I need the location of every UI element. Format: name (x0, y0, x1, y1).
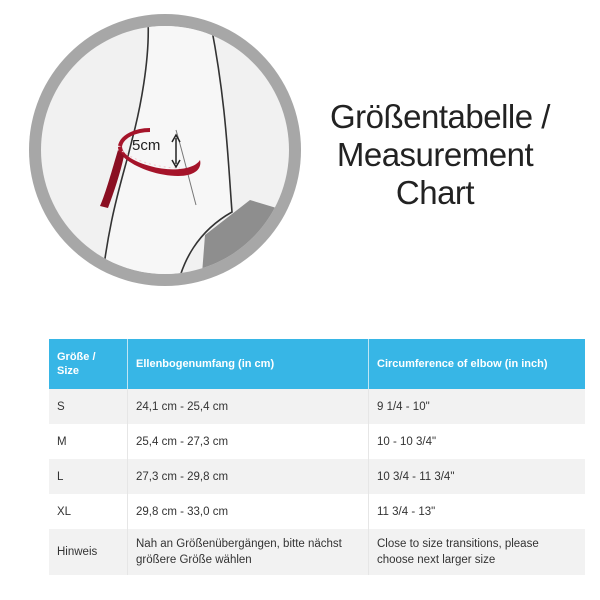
title-line-2: Measurement (336, 136, 534, 173)
size-cell: L (49, 459, 128, 494)
size-cell: M (49, 424, 128, 459)
cm-cell: 29,8 cm - 33,0 cm (128, 494, 369, 529)
header-cm: Ellenbogenumfang (in cm) (128, 339, 369, 389)
note-en-cell: Close to size transitions, please choose next larger size (369, 529, 586, 575)
table-row (49, 459, 585, 494)
measure-label: 5cm (132, 137, 161, 154)
table-row (49, 389, 585, 424)
inch-cell: 11 3/4 - 13" (369, 494, 586, 529)
size-cell: S (49, 389, 128, 424)
table-row-note (49, 529, 585, 575)
size-cell: XL (49, 494, 128, 529)
title-line-3: Chart (395, 174, 475, 211)
cm-cell: 27,3 cm - 29,8 cm (128, 459, 369, 494)
header-size: Größe / Size (49, 339, 128, 389)
cm-cell: 25,4 cm - 27,3 cm (128, 424, 369, 459)
table-header-row (49, 339, 585, 389)
inch-cell: 10 3/4 - 11 3/4" (369, 459, 586, 494)
elbow-measurement-illustration (0, 0, 320, 320)
note-de-cell: Nah an Größenübergängen, bitte nächst größere Größe wählen (128, 529, 369, 575)
inch-cell: 10 - 10 3/4" (369, 424, 586, 459)
title-line-1: Größentabelle / (330, 98, 550, 135)
table-row (49, 424, 585, 459)
table-row (49, 494, 585, 529)
chart-title (330, 98, 550, 212)
size-table (49, 339, 585, 575)
header-inch: Circumference of elbow (in inch) (369, 339, 586, 389)
inch-cell: 9 1/4 - 10" (369, 389, 586, 424)
cm-cell: 24,1 cm - 25,4 cm (128, 389, 369, 424)
note-label-cell: Hinweis (49, 529, 128, 575)
